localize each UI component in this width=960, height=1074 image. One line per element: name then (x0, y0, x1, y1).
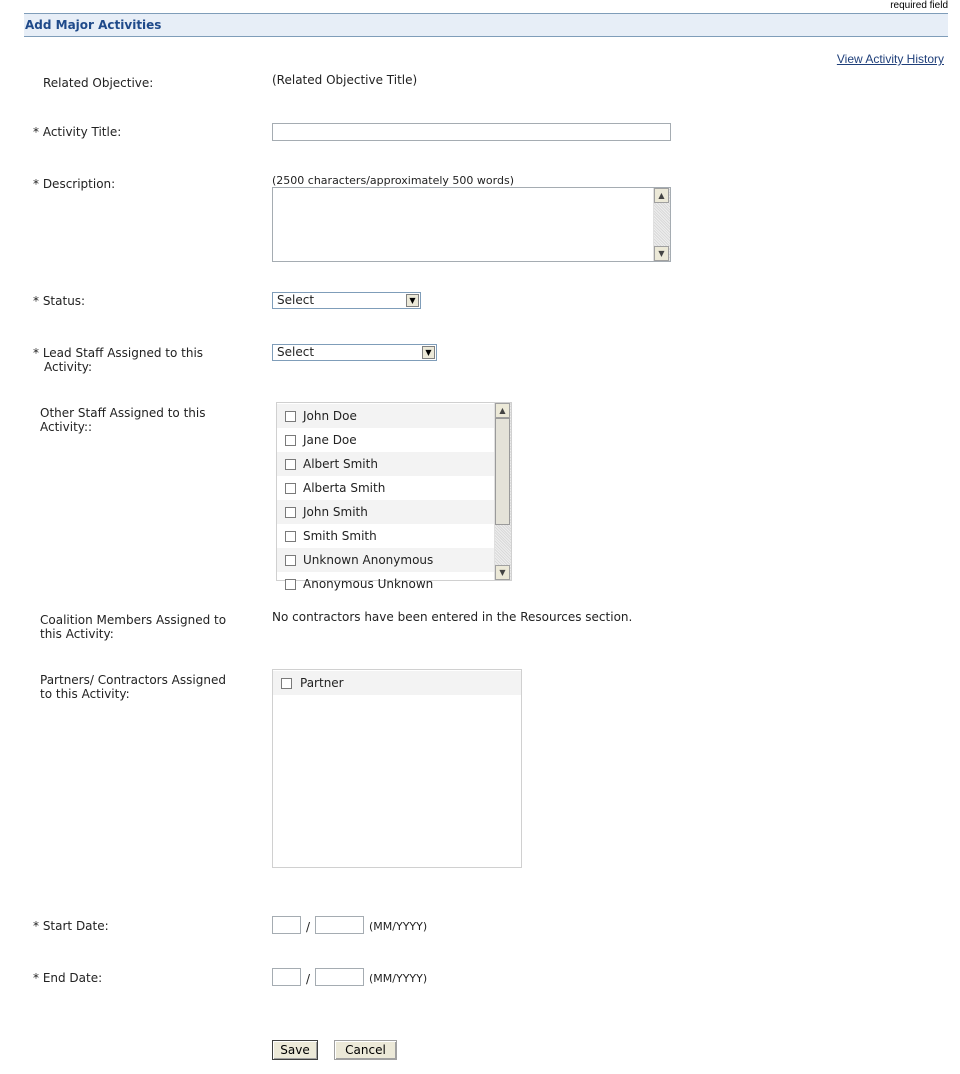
staff-name: Alberta Smith (303, 481, 386, 495)
partners-label-line1: Partners/ Contractors Assigned (40, 673, 226, 687)
end-date-separator: / (306, 972, 311, 986)
chevron-down-icon[interactable]: ▼ (406, 294, 419, 307)
staff-checkbox[interactable] (285, 579, 296, 590)
coalition-label-line2: this Activity: (40, 627, 114, 641)
start-date-separator: / (306, 920, 311, 934)
staff-checkbox[interactable] (285, 507, 296, 518)
end-date-format: (MM/YYYY) (369, 972, 428, 985)
status-select[interactable] (272, 292, 421, 309)
partner-name: Partner (300, 676, 344, 690)
coalition-label-line1: Coalition Members Assigned to (40, 613, 227, 627)
staff-checkbox[interactable] (285, 459, 296, 470)
staff-option[interactable] (277, 476, 495, 500)
partners-label-line2: to this Activity: (40, 687, 130, 701)
scroll-up-icon[interactable]: ▲ (654, 188, 669, 203)
other-staff-label-line2: Activity:: (40, 420, 93, 434)
staff-name: Unknown Anonymous (303, 553, 434, 567)
description-textarea[interactable] (272, 187, 671, 262)
end-month-input[interactable] (272, 968, 301, 986)
staff-name: John Doe (303, 409, 357, 423)
staff-name: Jane Doe (303, 433, 357, 447)
description-label: * Description: (33, 177, 116, 191)
staff-option[interactable] (277, 524, 495, 548)
staff-option[interactable] (277, 548, 495, 572)
lead-staff-label (33, 346, 203, 374)
other-staff-list[interactable] (276, 402, 512, 591)
scroll-up-icon[interactable]: ▲ (495, 403, 510, 418)
description-scrollbar[interactable] (653, 188, 670, 261)
partner-option[interactable] (273, 671, 521, 695)
staff-option[interactable] (277, 500, 495, 524)
partners-label (40, 673, 226, 701)
description-hint: (2500 characters/approximately 500 words) (272, 174, 514, 187)
chevron-down-icon[interactable]: ▼ (422, 346, 435, 359)
staff-name: Anonymous Unknown (303, 577, 434, 591)
staff-option[interactable] (277, 404, 495, 428)
activity-title-input[interactable] (272, 123, 671, 141)
required-field-note: required field (890, 0, 948, 11)
start-month-input[interactable] (272, 916, 301, 934)
coalition-message: No contractors have been entered in the Resources section. (272, 610, 633, 624)
partners-list[interactable] (272, 669, 522, 868)
related-objective-label: Related Objective: (43, 76, 154, 90)
view-activity-history-link[interactable]: View Activity History (836, 52, 944, 66)
related-objective-value: (Related Objective Title) (272, 73, 418, 87)
staff-name: Albert Smith (303, 457, 378, 471)
end-date-label: * End Date: (33, 971, 103, 985)
status-selected-value: Select (277, 293, 315, 307)
other-staff-label-line1: Other Staff Assigned to this (40, 406, 206, 420)
staff-list-scrollbar[interactable] (494, 403, 511, 580)
section-header (24, 13, 948, 37)
scroll-down-icon[interactable]: ▼ (495, 565, 510, 580)
staff-checkbox[interactable] (285, 555, 296, 566)
staff-checkbox[interactable] (285, 531, 296, 542)
staff-name: John Smith (303, 505, 368, 519)
other-staff-label (40, 406, 206, 434)
lead-staff-label-line2: Activity: (44, 360, 93, 374)
end-year-input[interactable] (315, 968, 364, 986)
partner-checkbox[interactable] (281, 678, 292, 689)
status-label: * Status: (33, 294, 86, 308)
cancel-button[interactable]: Cancel (334, 1040, 397, 1060)
scroll-down-icon[interactable]: ▼ (654, 246, 669, 261)
activity-title-label: * Activity Title: (33, 125, 122, 139)
start-date-label: * Start Date: (33, 919, 109, 933)
save-button[interactable]: Save (272, 1040, 318, 1060)
staff-option[interactable] (277, 572, 495, 596)
staff-option[interactable] (277, 428, 495, 452)
staff-checkbox[interactable] (285, 483, 296, 494)
start-year-input[interactable] (315, 916, 364, 934)
page-title: Add Major Activities (25, 18, 162, 32)
coalition-label (40, 613, 226, 641)
staff-checkbox[interactable] (285, 411, 296, 422)
scroll-thumb[interactable] (495, 418, 510, 525)
staff-name: Smith Smith (303, 529, 377, 543)
lead-staff-select[interactable] (272, 344, 437, 361)
lead-staff-selected-value: Select (277, 345, 315, 359)
lead-staff-label-line1: * Lead Staff Assigned to this (33, 346, 204, 360)
start-date-format: (MM/YYYY) (369, 920, 428, 933)
staff-checkbox[interactable] (285, 435, 296, 446)
staff-option[interactable] (277, 452, 495, 476)
